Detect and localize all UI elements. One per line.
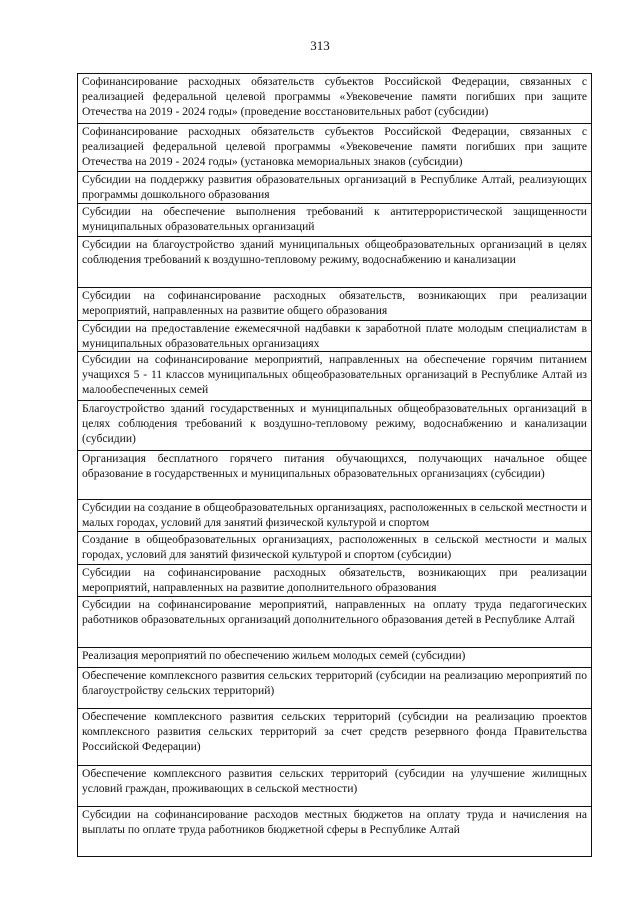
table-row: Субсидии на софинансирование расходных обязательств, возникающих при реализации мероприятий, направленных на развитие дополнительного образования	[77, 565, 592, 597]
table-row: Субсидии на благоустройство зданий муниципальных общеобразовательных организаций в целях соблюдения требований к воздушно-тепловому режиму, водоснабжению и канализации	[77, 237, 592, 288]
table-row: Создание в общеобразовательных организациях, расположенных в сельской местности и малых городах, условий для занятий физической культурой и спортом (субсидии)	[77, 532, 592, 565]
table-row: Субсидии на создание в общеобразовательных организациях, расположенных в сельской местности и малых городах, условий для занятий физической культурой и спортом	[77, 500, 592, 532]
table-row: Субсидии на обеспечение выполнения требований к антитеррористической защищенности муниципальных образовательных организаций	[77, 204, 592, 237]
table-row: Субсидии на софинансирование расходов местных бюджетов на оплату труда и начисления на выплаты по оплате труда работников бюджетной сферы в Республике Алтай	[77, 807, 592, 857]
table-row: Софинансирование расходных обязательств субъектов Российской Федерации, связанных с реализацией федеральной целевой программы «Увековечение памяти погибших при защите Отечества на 2019 - 2024 годы» (проведение восстановительных работ (субсидии)	[77, 74, 592, 124]
table-row: Благоустройство зданий государственных и муниципальных общеобразовательных организаций в целях соблюдения требований к воздушно-тепловому режиму, водоснабжению и канализации (субсидии)	[77, 401, 592, 451]
table-row: Субсидии на софинансирование мероприятий, направленных на обеспечение горячим питанием учащихся 5 - 11 классов муниципальных общеобразовательных организаций в Республике Алтай из малообеспеченных семей	[77, 352, 592, 401]
table-row: Обеспечение комплексного развития сельских территорий (субсидии на реализацию мероприятий по благоустройству сельских территорий)	[77, 668, 592, 709]
expenditure-table	[77, 73, 592, 857]
table-row: Обеспечение комплексного развития сельских территорий (субсидии на реализацию проектов комплексного развития сельских территорий за счет средств резервного фонда Правительства Российской Федерации)	[77, 709, 592, 766]
table-row: Субсидии на поддержку развития образовательных организаций в Республике Алтай, реализующих программы дошкольного образования	[77, 172, 592, 204]
table-row: Субсидии на софинансирование мероприятий, направленных на оплату труда педагогических работников образовательных организаций дополнительного образования детей в Республике Алтай	[77, 597, 592, 648]
table-row: Субсидии на предоставление ежемесячной надбавки к заработной плате молодым специалистам в муниципальных образовательных организациях	[77, 321, 592, 352]
page-number: 313	[310, 38, 330, 53]
table-row: Организация бесплатного горячего питания обучающихся, получающих начальное общее образование в государственных и муниципальных образовательных организациях (субсидии)	[77, 451, 592, 500]
table-row: Софинансирование расходных обязательств субъектов Российской Федерации, связанных с реализацией федеральной целевой программы «Увековечение памяти погибших при защите Отечества на 2019 - 2024 годы» (установка мемориальных знаков (субсидии)	[77, 124, 592, 172]
table-row: Обеспечение комплексного развития сельских территорий (субсидии на улучшение жилищных условий граждан, проживающих в сельской местности)	[77, 766, 592, 807]
table-row: Субсидии на софинансирование расходных обязательств, возникающих при реализации мероприятий, направленных на развитие общего образования	[77, 288, 592, 321]
table-row: Реализация мероприятий по обеспечению жильем молодых семей (субсидии)	[77, 648, 592, 668]
